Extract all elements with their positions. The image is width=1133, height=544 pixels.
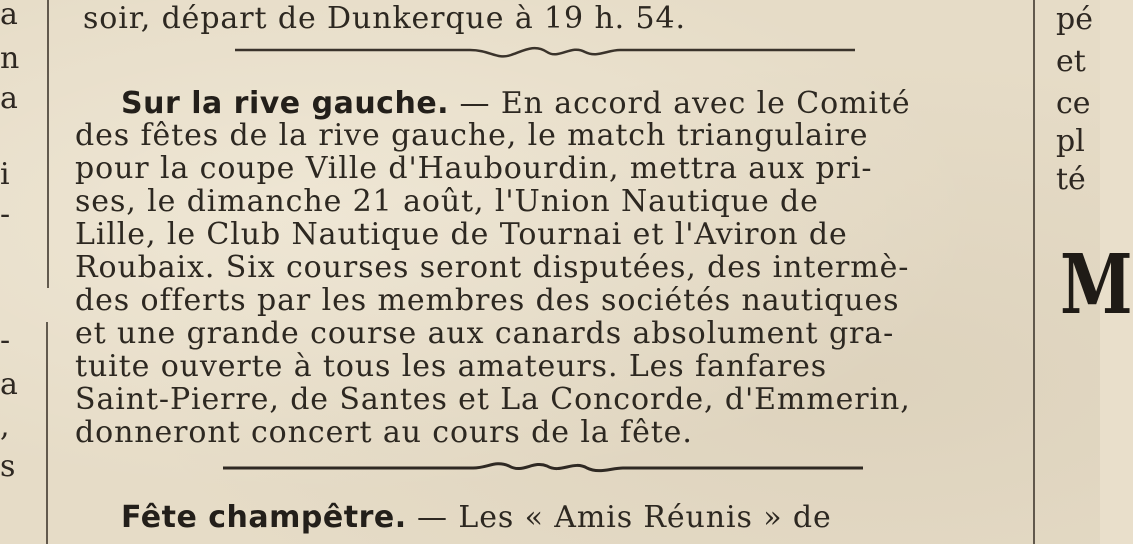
article1-line: pour la coupe Ville d'Haubourdin, mettra aux pri- bbox=[75, 151, 873, 186]
ornament-divider-top bbox=[235, 40, 855, 62]
left-fragment: - bbox=[0, 323, 11, 358]
article1-line: donneront concert au cours de la fête. bbox=[75, 415, 693, 450]
right-big-letter: M bbox=[1060, 237, 1133, 333]
left-fragment: n bbox=[0, 41, 20, 76]
article1-line: ses, le dimanche 21 août, l'Union Nautique de bbox=[75, 184, 819, 219]
right-fragment: té bbox=[1056, 162, 1086, 197]
left-fragment: a bbox=[0, 367, 18, 402]
column-rule-right bbox=[1033, 0, 1035, 544]
left-fragment: , bbox=[0, 409, 10, 444]
ornament-divider-bottom bbox=[223, 456, 863, 480]
article2-first-line bbox=[75, 502, 1051, 534]
article-column bbox=[75, 0, 1010, 544]
right-fragment: pl bbox=[1056, 124, 1085, 159]
article1-line: Roubaix. Six courses seront disputées, des intermè- bbox=[75, 250, 910, 285]
article1-line: tuite ouverte à tous les amateurs. Les fanfares bbox=[75, 349, 828, 384]
left-fragment: a bbox=[0, 0, 18, 32]
article1-line: des fêtes de la rive gauche, le match triangulaire bbox=[75, 118, 869, 153]
left-fragment: s bbox=[0, 449, 16, 484]
article1-first-line-rest: — En accord avec le Comité bbox=[459, 86, 911, 121]
right-fragment: ce bbox=[1056, 86, 1091, 121]
article1-line: Lille, le Club Nautique de Tournai et l'Aviron de bbox=[75, 217, 848, 252]
right-fragment: et bbox=[1056, 44, 1086, 79]
right-fragment: pé bbox=[1056, 2, 1093, 37]
column-rule-left-lower bbox=[46, 322, 48, 544]
left-fragment: a bbox=[0, 81, 18, 116]
article2-heading: Fête champêtre. bbox=[121, 500, 407, 535]
column-rule-left-upper bbox=[47, 0, 49, 288]
top-line: soir, départ de Dunkerque à 19 h. 54. bbox=[83, 1, 686, 36]
article1-first-line bbox=[75, 88, 1051, 120]
article1-heading: Sur la rive gauche. bbox=[121, 86, 450, 121]
left-column-fragments bbox=[0, 0, 40, 544]
article1-line: des offerts par les membres des sociétés nautiques bbox=[75, 283, 900, 318]
article2-first-line-rest: — Les « Amis Réunis » de bbox=[417, 500, 832, 535]
article1-line: Saint-Pierre, de Santes et La Concorde, d'Emmerin, bbox=[75, 382, 911, 417]
left-fragment: i bbox=[0, 157, 10, 192]
left-fragment: - bbox=[0, 197, 11, 232]
article1-line: et une grande course aux canards absolument gra- bbox=[75, 316, 895, 351]
